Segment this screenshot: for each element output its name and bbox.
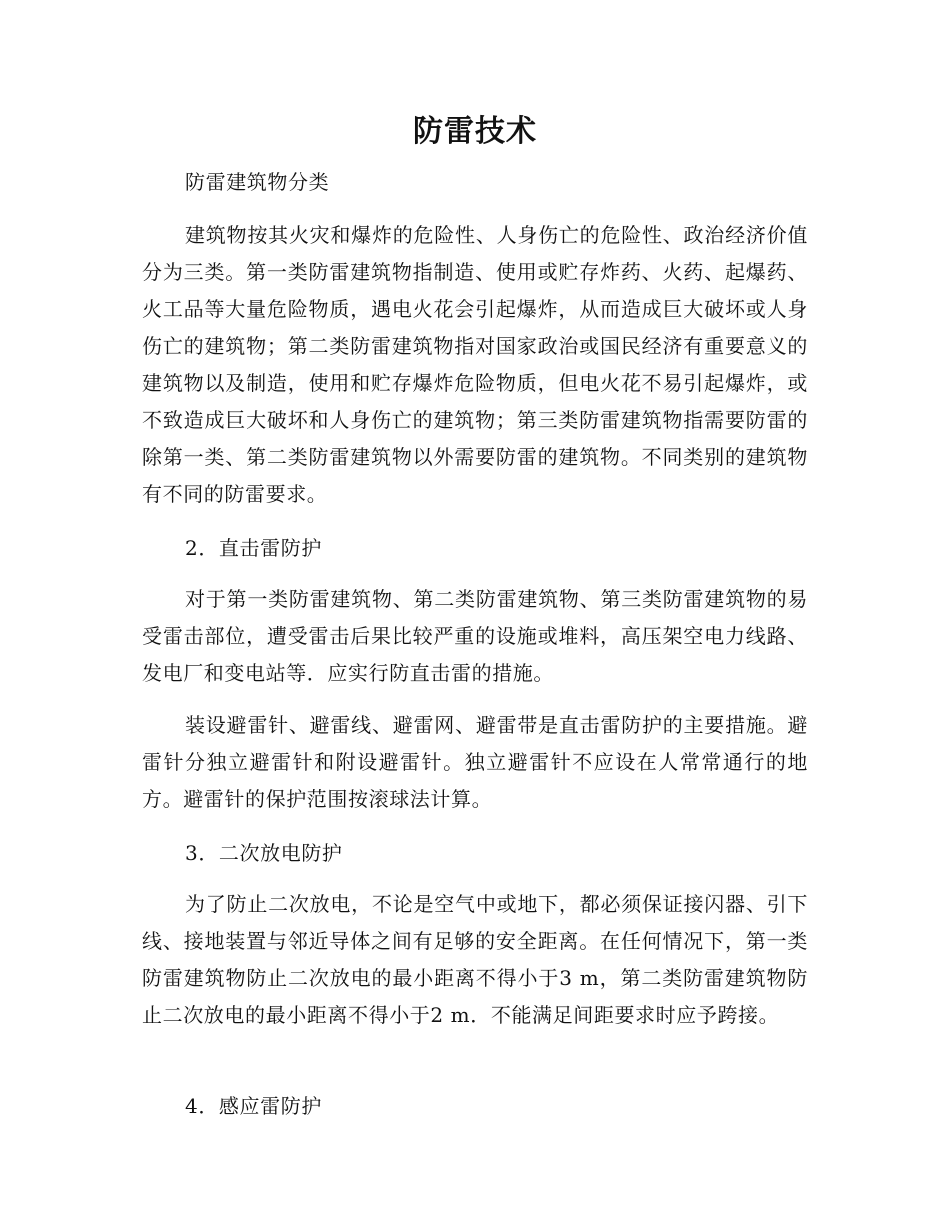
section-heading-induction-lightning: 4．感应雷防护 [185,1094,322,1118]
page-title: 防雷技术 [413,114,537,149]
section-heading-secondary-discharge: 3．二次放电防护 [185,841,343,865]
paragraph-direct-lightning-measures: 装设避雷针、避雷线、避雷网、避雷带是直击雷防护的主要措施。避雷针分独立避雷针和附设避雷针。独立避雷针不应设在人常常通行的地方。避雷针的保护范围按滚球法计算。 [142,713,808,811]
section-heading-classification: 防雷建筑物分类 [185,170,330,194]
paragraph-secondary-discharge: 为了防止二次放电，不论是空气中或地下，都必须保证接闪器、引下线、接地装置与邻近导体之间有足够的安全距离。在任何情况下，第一类防雷建筑物防止二次放电的最小距离不得小于3 m，第二类防雷建筑物防止二次放电的最小距离不得小于2 m．不能满足间距要求时应予跨接。 [142,892,808,1027]
paragraph-direct-lightning-scope: 对于第一类防雷建筑物、第二类防雷建筑物、第三类防雷建筑物的易受雷击部位，遭受雷击后果比较严重的设施或堆料，高压架空电力线路、发电厂和变电站等．应实行防直击雷的措施。 [142,587,808,685]
paragraph-classification: 建筑物按其火灾和爆炸的危险性、人身伤亡的危险性、政治经济价值分为三类。第一类防雷建筑物指制造、使用或贮存炸药、火药、起爆药、火工品等大量危险物质，遇电火花会引起爆炸，从而造成巨大破坏或人身伤亡的建筑物；第二类防雷建筑物指对国家政治或国民经济有重要意义的建筑物以及制造，使用和贮存爆炸危险物质，但电火花不易引起爆炸，或不致造成巨大破坏和人身伤亡的建筑物；第三类防雷建筑物指需要防雷的除第一类、第二类防雷建筑物以外需要防雷的建筑物。不同类别的建筑物有不同的防雷要求。 [142,223,808,506]
section-heading-direct-lightning: 2．直击雷防护 [185,536,322,560]
